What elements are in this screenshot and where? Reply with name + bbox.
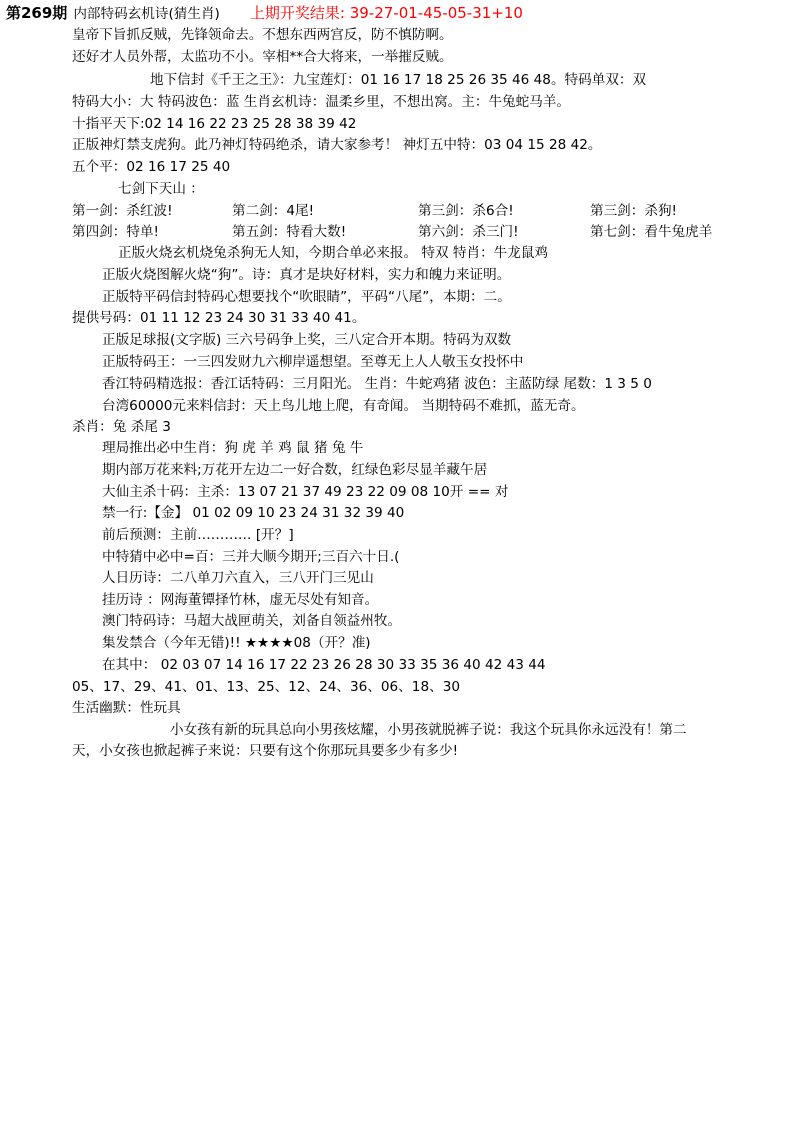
sword-1: 第一剑：杀红波!	[72, 203, 173, 219]
flat-envelope-line: 正版特平码信封特码心想要找个“吹眼睛”，平码“八尾”，本期：二。	[102, 289, 511, 305]
numbers-line: 提供号码：01 11 12 23 24 30 31 33 40 41。	[72, 310, 366, 326]
sword-6: 第六剑：杀三门!	[418, 224, 519, 240]
ten-fingers-line: 十指平天下:02 14 16 22 23 25 28 38 39 42	[72, 116, 357, 132]
immortal-kill-line: 大仙主杀十码：主杀：13 07 21 37 49 23 22 09 08 10开 == 对	[102, 484, 509, 500]
poem-line-2: 还好才人员外帮，太监功不小。宰相**合大将来，一举摧反贼。	[72, 49, 453, 65]
humor-title: 生活幽默：性玩具	[72, 700, 181, 716]
fire-burn-line: 正版火烧玄机烧兔杀狗无人知，今期合单必来报。 特双 特肖：牛龙鼠鸡	[118, 245, 549, 261]
result-label: 上期开奖结果:	[249, 4, 345, 22]
calendar-poem-line: 人日历诗：二八单刀六直入，三八开门三见山	[102, 570, 374, 586]
taiwan-line: 台湾60000元来料信封：天上鸟儿地上爬，有奇闻。 当期特码不难抓，蓝无奇。	[102, 398, 585, 414]
hanging-calendar-line: 挂历诗 ：网海董镡择竹林，虚无尽处有知音。	[102, 592, 379, 608]
special-size-line: 特码大小：大 特码波色：蓝 生肖玄机诗：温柔乡里，不想出窝。主：牛兔蛇马羊。	[72, 94, 571, 110]
macau-poem-line: 澳门特码诗：马超大战匣萌关，刘备自领益州牧。	[102, 613, 402, 629]
sword-3: 第三剑：杀6合!	[418, 203, 514, 219]
sword-5: 第五剑：特看大数!	[232, 224, 347, 240]
sword-2: 第二剑：4尾!	[232, 203, 315, 219]
football-line: 正版足球报(文字版) 三六号码争上奖，三八定合开本期。特码为双数	[102, 332, 512, 348]
five-flat-line: 五个平：02 16 17 25 40	[72, 159, 231, 175]
envelope-line: 地下信封《千王之王》：九宝莲灯：01 16 17 18 25 26 35 46 48。特码单双：双	[150, 72, 647, 88]
sword-3b: 第三剑：杀狗!	[590, 203, 678, 219]
header	[6, 2, 523, 24]
seven-swords-title: 七剑下天山 ：	[118, 181, 204, 197]
issue-number: 第269期	[6, 4, 68, 22]
guess-line: 中特猜中必中=百：三并大顺今期开;三百六十日.(	[102, 549, 400, 565]
zodiac-pick-line: 理局推出必中生肖：狗 虎 羊 鸡 鼠 猪 兔 牛	[102, 440, 364, 456]
header-subtitle: 内部特码玄机诗(猜生肖)	[73, 6, 220, 22]
flower-line: 期内部万花来料;万花开左边二一好合数，红绿色彩尽显羊藏午居	[102, 462, 488, 478]
ban-row-line: 禁一行:【金】 01 02 09 10 23 24 31 32 39 40	[102, 505, 405, 521]
sword-7: 第七剑：看牛兔虎羊	[590, 224, 713, 240]
result-numbers: 39-27-01-45-05-31+10	[349, 4, 523, 22]
lamp-line: 正版神灯禁支虎狗。此乃神灯特码绝杀，请大家参考！ 神灯五中特：03 04 15 28 42。	[72, 137, 602, 153]
sword-4: 第四剑：特单!	[72, 224, 160, 240]
in-which-line: 在其中： 02 03 07 14 16 17 22 23 26 28 30 33 35 36 40 42 43 44	[102, 657, 546, 673]
poem-line-1: 皇帝下旨抓反贼，先锋领命去。不想东西两宫反，防不慎防啊。	[72, 27, 453, 43]
humor-text-2: 天，小女孩也掀起裤子来说：只要有这个你那玩具要多少有多少!	[72, 743, 459, 759]
jifa-line: 集发禁合（今年无错)!! ★★★★08（开？准)	[102, 635, 371, 651]
humor-text-1: 小女孩有新的玩具总向小男孩炫耀，小男孩就脱裤子说：我这个玩具你永远没有！第二	[170, 722, 687, 738]
prediction-line: 前后预测：主前………… [开？]	[102, 527, 294, 543]
king-line: 正版特码王：一三四发财九六柳岸遥想望。至尊无上人人敬玉女投怀中	[102, 354, 524, 370]
last-result	[250, 4, 523, 22]
hongkong-line: 香江特码精选报：香江话特码：三月阳光。 生肖：牛蛇鸡猪 波色：主蓝防绿 尾数：1 3 5 0	[102, 376, 652, 392]
kill-zodiac-line: 杀肖：兔 杀尾 3	[72, 419, 171, 435]
sequence-line: 05、17、29、41、01、13、25、12、24、36、06、18、30	[72, 679, 460, 695]
fire-diagram-line: 正版火烧图解火烧“狗”。诗：真才是块好材料，实力和魄力来证明。	[102, 267, 511, 283]
